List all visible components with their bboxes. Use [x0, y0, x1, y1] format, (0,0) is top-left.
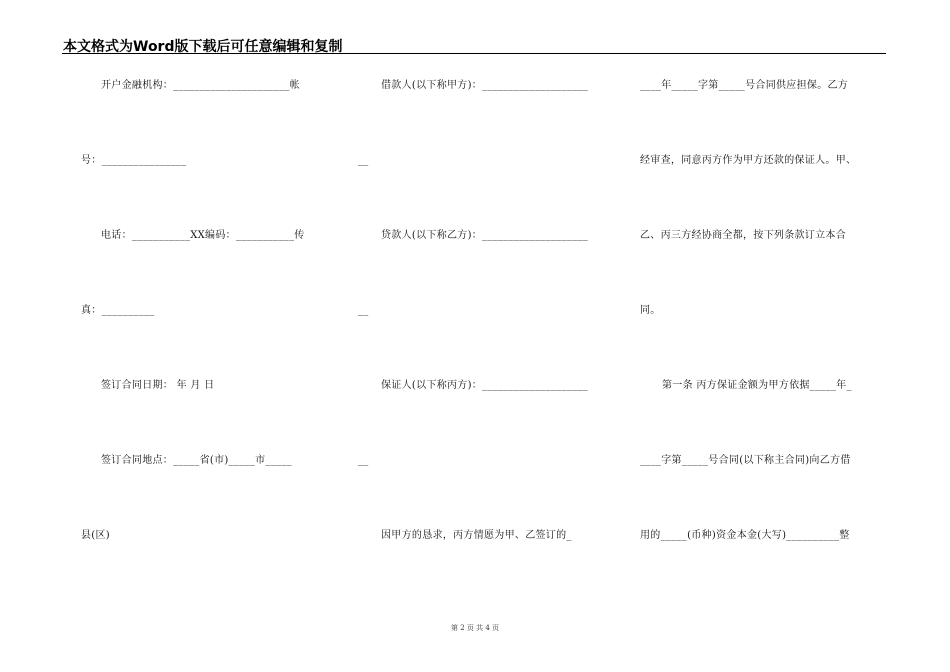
col1-line-7: 县(区): [81, 530, 111, 541]
col2-line-7: 因甲方的恳求，丙方情愿为甲、乙签订的_: [381, 530, 572, 541]
col1-line-5: 签订合同日期： 年 月 日: [101, 380, 215, 391]
col3-line-7: 用的_____(币种)资金本金(大写)__________整: [640, 530, 850, 541]
header-divider: [62, 53, 886, 54]
col3-line-1: ____年_____字第_____号合同供应担保。乙方: [640, 80, 849, 91]
col1-line-6: 签订合同地点：_____省(市)_____市_____: [101, 455, 292, 466]
page-number-footer: 第 2 页 共 4 页: [450, 624, 500, 632]
col3-line-6: ____字第_____号合同(以下称主合同)向乙方借: [640, 455, 851, 466]
col2-line-6: __: [358, 455, 369, 466]
col2-line-1: 借款人(以下称甲方)：____________________: [381, 80, 589, 91]
col2-line-3: 贷款人(以下称乙方)：____________________: [381, 230, 589, 241]
col1-line-2: 号：________________: [81, 155, 187, 166]
col2-line-4: __: [358, 305, 369, 316]
col3-line-4: 同。: [640, 305, 661, 316]
col3-line-2: 经审查，同意丙方作为甲方还款的保证人。甲、: [640, 155, 857, 166]
col1-line-1: 开户金融机构：______________________帐: [101, 80, 300, 91]
col3-line-5: 第一条 丙方保证金额为甲方依据_____年_: [662, 380, 852, 391]
col3-line-3: 乙、丙三方经协商全都，按下列条款订立本合: [640, 230, 846, 241]
col1-line-3: 电话：___________XX编码：___________传: [101, 230, 305, 241]
col2-line-2: __: [358, 155, 369, 166]
col1-line-4: 真：__________: [81, 305, 155, 316]
document-header-title: 本文格式为Word版下载后可任意编辑和复制: [63, 39, 343, 55]
col2-line-5: 保证人(以下称丙方)：____________________: [381, 380, 589, 391]
